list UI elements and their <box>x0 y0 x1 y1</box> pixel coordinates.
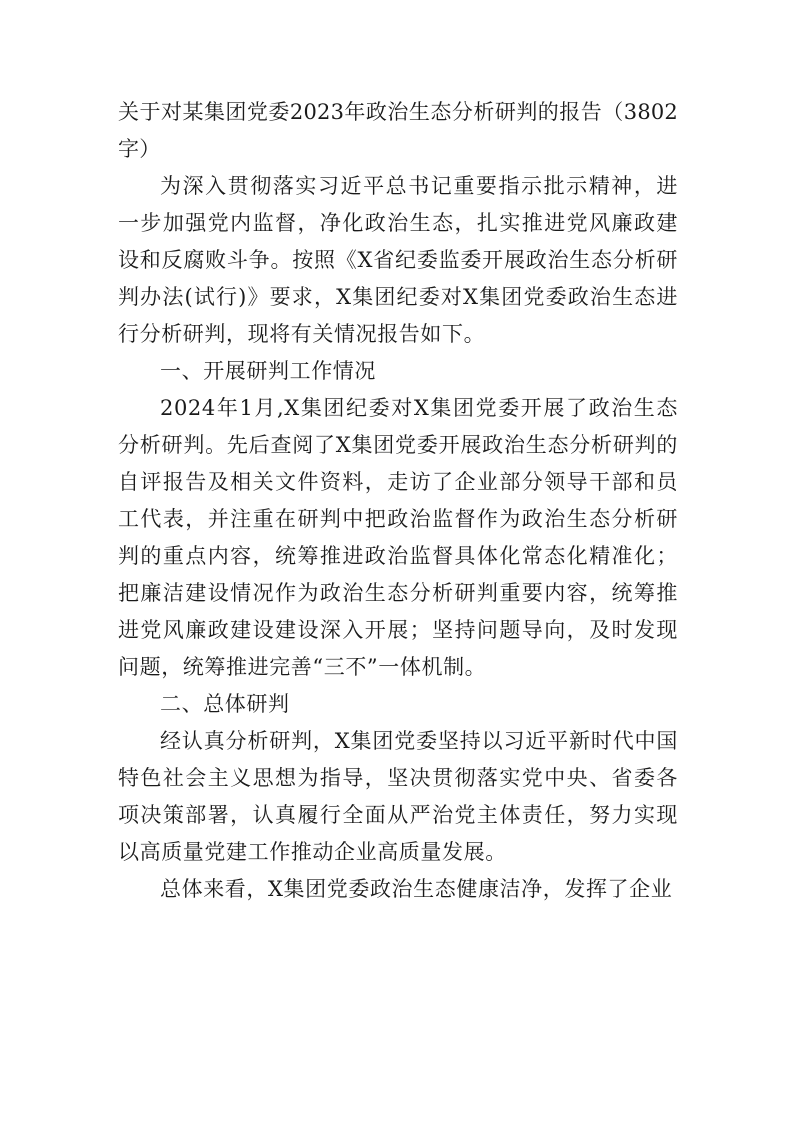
section-1-paragraph: 2024年1月,X集团纪委对X集团党委开展了政治生态分析研判。先后查阅了X集团党委开展政治生态分析研判的自评报告及相关文件资料，走访了企业部分领导干部和员工代表，并注重在研判中把政治监督作为政治生态分析研判的重点内容，统筹推进政治监督具体化常态化精准化；把廉洁建设情况作为政治生态分析研判重要内容，统筹推进党风廉政建设建设深入开展；坚持问题导向，及时发现问题，统筹推进完善“三不”一体机制。 <box>118 396 678 679</box>
section-2-paragraph-1: 经认真分析研判，X集团党委坚持以习近平新时代中国特色社会主义思想为指导，坚决贯彻落实党中央、省委各项决策部署，认真履行全面从严治党主体责任，努力实现以高质量党建工作推动企业高质量发展。 <box>118 729 678 864</box>
document-title: 关于对某集团党委2023年政治生态分析研判的报告（3802字） <box>118 100 678 161</box>
document-body <box>118 94 678 908</box>
section-heading-1: 一、开展研判工作情况 <box>160 359 376 383</box>
section-2-paragraph-2: 总体来看，X集团党委政治生态健康洁净，发挥了企业 <box>160 877 673 901</box>
intro-paragraph: 为深入贯彻落实习近平总书记重要指示批示精神，进一步加强党内监督，净化政治生态，扎实推进党风廉政建设和反腐败斗争。按照《X省纪委监委开展政治生态分析研判办法(试行)》要求，X集团纪委对X集团党委政治生态进行分析研判，现将有关情况报告如下。 <box>118 174 678 346</box>
section-heading-2: 二、总体研判 <box>160 692 290 716</box>
